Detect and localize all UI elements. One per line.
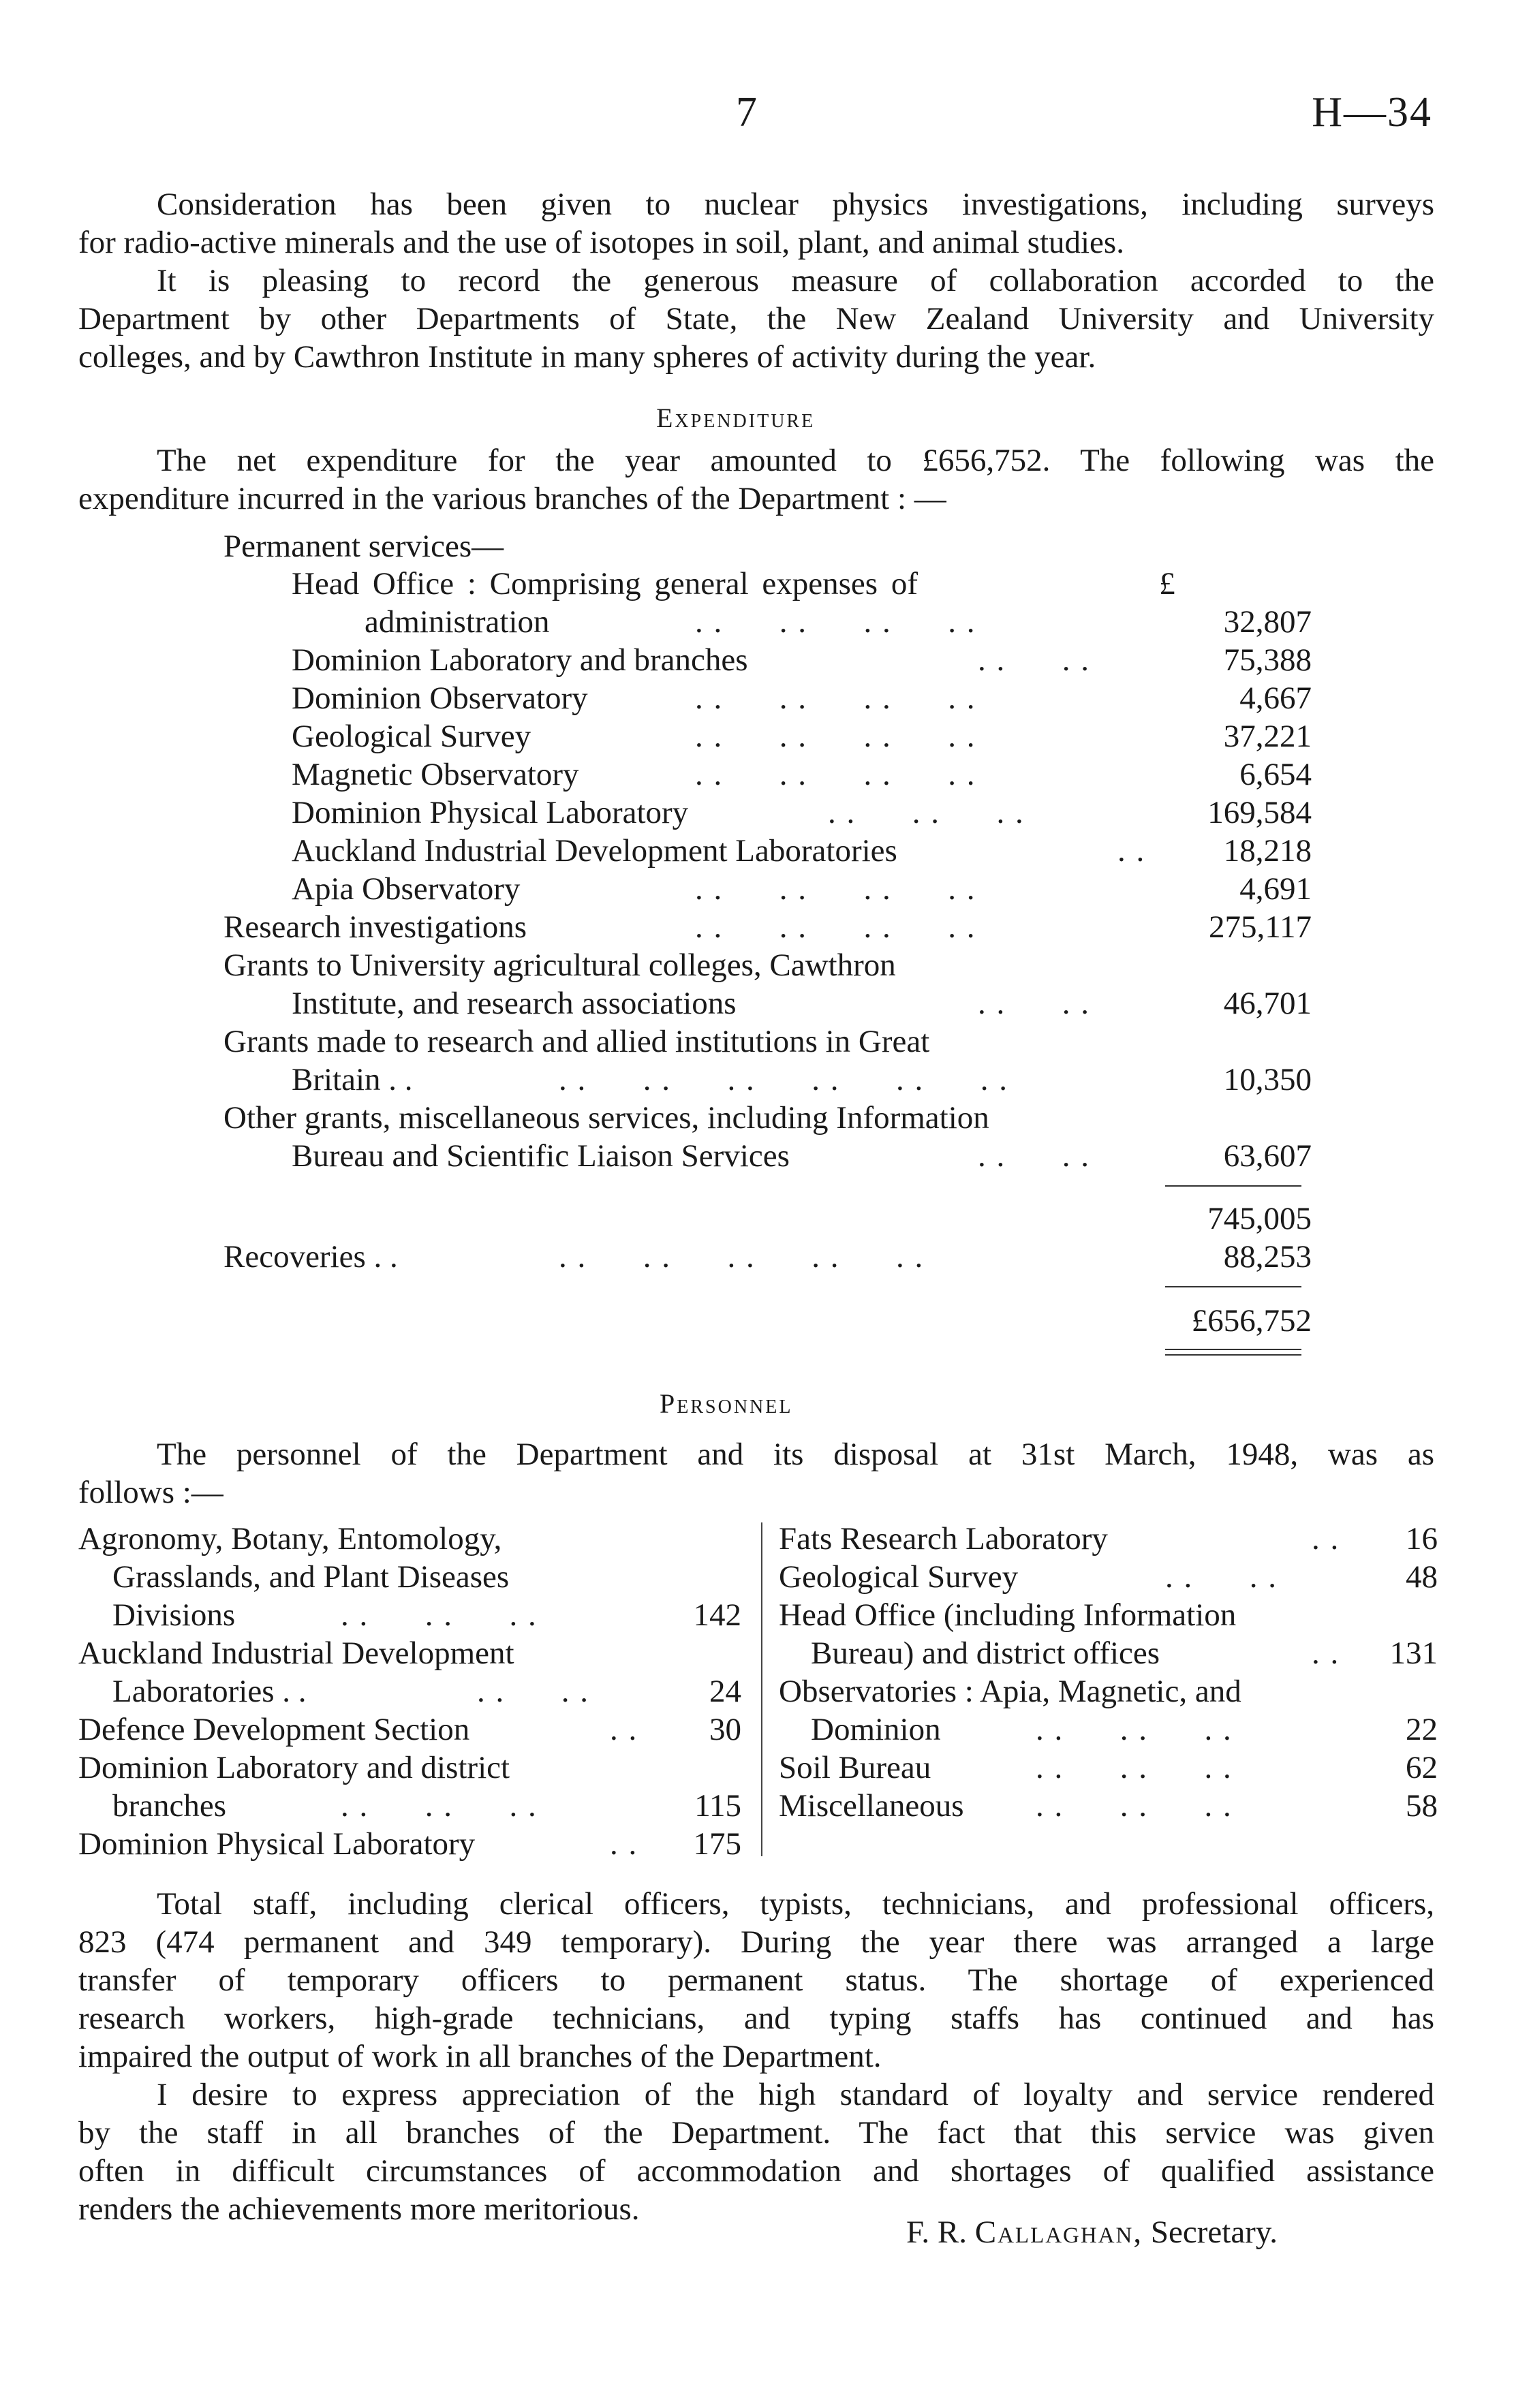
- signature-name: Callaghan,: [974, 2215, 1143, 2250]
- exp-amount-auckland-industrial: 18,218: [1223, 833, 1312, 869]
- exp-row-grants-university: Grants to University agricultural colleges, Cawthron: [223, 948, 896, 983]
- pers-auckland-l2: Laboratories . .: [112, 1674, 307, 1709]
- page-number: 7: [736, 89, 757, 136]
- exp-row-apia-observatory: Apia Observatory: [292, 871, 521, 907]
- leader-dots: . . . . . . . .: [695, 604, 976, 640]
- pers-domphys: Dominion Physical Laboratory: [78, 1826, 476, 1862]
- total-rule: [1165, 1286, 1301, 1287]
- expenditure-heading: Expenditure: [656, 403, 816, 433]
- leader-dots: . . . . . . . . . . . .: [559, 1062, 1008, 1097]
- exp-row-grants-great-britain: Grants made to research and allied institutions in Great: [223, 1024, 930, 1059]
- exp-row-research-investigations: Research investigations: [223, 909, 527, 945]
- leader-dots: . .: [1117, 833, 1146, 869]
- pers-domlab-l1: Dominion Laboratory and district: [78, 1750, 510, 1785]
- pers-soil: Soil Bureau: [779, 1750, 931, 1785]
- leader-dots: . . . .: [978, 1138, 1090, 1174]
- exp-row-geological-survey: Geological Survey: [292, 719, 531, 754]
- pers-head-l1: Head Office (including Information: [779, 1597, 1237, 1633]
- exp-amount-dominion-physical-laboratory: 169,584: [1207, 795, 1312, 830]
- exp-row-dominion-observatory: Dominion Observatory: [292, 681, 588, 716]
- exp-subtotal: 745,005: [1207, 1201, 1312, 1236]
- pers-soil-count: 62: [1406, 1750, 1438, 1785]
- leader-dots: . . . . . . . .: [695, 757, 976, 792]
- leader-dots: . . . . . . . . . .: [559, 1239, 925, 1275]
- pers-agronomy-l3: Divisions: [112, 1597, 236, 1633]
- subtotal-rule: [1165, 1185, 1301, 1187]
- pers-geo: Geological Survey: [779, 1559, 1019, 1595]
- leader-dots: . . . . . . . .: [695, 681, 976, 716]
- pers-obs-count: 22: [1406, 1712, 1438, 1747]
- pers-domlab-l2: branches: [112, 1788, 227, 1824]
- pers-obs-l2: Dominion: [811, 1712, 941, 1747]
- double-rule-top: [1165, 1349, 1301, 1350]
- exp-row-auckland-industrial: Auckland Industrial Development Laboratories: [292, 833, 897, 869]
- pers-auckland-count: 24: [709, 1674, 741, 1709]
- exp-row-recoveries: Recoveries . .: [223, 1239, 398, 1275]
- signature: [906, 2214, 1278, 2251]
- exp-row-magnetic-observatory: Magnetic Observatory: [292, 757, 579, 792]
- leader-dots: . . . .: [1165, 1559, 1278, 1595]
- pers-domphys-count: 175: [693, 1826, 741, 1862]
- closing-paragraph-2: I desire to express appreciation of the high standard of loyalty and service rendered by the staff in all branches of the Department. The fact that this service was given often in difficult circumstances of accommodation and shortages of qualified assistance renders the achievements more meritorious.: [78, 2077, 1434, 2227]
- permanent-services-label: Permanent services—: [223, 529, 504, 564]
- exp-row-dominion-laboratory: Dominion Laboratory and branches: [292, 642, 748, 678]
- exp-net-total: £656,752: [1191, 1303, 1312, 1339]
- pers-head-l2: Bureau) and district offices: [811, 1636, 1160, 1671]
- personnel-heading: Personnel: [660, 1388, 793, 1419]
- exp-row-dominion-physical-laboratory: Dominion Physical Laboratory: [292, 795, 689, 830]
- expenditure-intro: The net expenditure for the year amounted to £656,752. The following was the expenditure incurred in the various branches of the Department : —: [78, 443, 1434, 516]
- leader-dots: . . . .: [978, 642, 1090, 678]
- pers-domlab-count: 115: [694, 1788, 741, 1824]
- leader-dots: . . . . . . . .: [695, 909, 976, 945]
- exp-amount-dominion-laboratory: 75,388: [1223, 642, 1312, 678]
- leader-dots: . . . .: [477, 1674, 589, 1709]
- pers-auckland-l1: Auckland Industrial Development: [78, 1636, 514, 1671]
- leader-dots: . .: [610, 1712, 638, 1747]
- pers-obs-l1: Observatories : Apia, Magnetic, and: [779, 1674, 1241, 1709]
- exp-row-head-office-l2: administration: [365, 604, 550, 640]
- exp-amount-geological-survey: 37,221: [1223, 719, 1312, 754]
- pers-agronomy-count: 142: [693, 1597, 741, 1633]
- leader-dots: . . . . . .: [828, 795, 1025, 830]
- leader-dots: . . . . . .: [1036, 1712, 1233, 1747]
- pers-geo-count: 48: [1406, 1559, 1438, 1595]
- pers-misc: Miscellaneous: [779, 1788, 964, 1824]
- leader-dots: . .: [610, 1826, 638, 1862]
- exp-amount-magnetic-observatory: 6,654: [1239, 757, 1312, 792]
- exp-row-grants-university-l2: Institute, and research associations: [292, 986, 737, 1021]
- exp-row-other-grants-l2: Bureau and Scientific Liaison Services: [292, 1138, 790, 1174]
- signature-initials: F. R.: [906, 2215, 967, 2250]
- intro-paragraph-2: It is pleasing to record the generous measure of collaboration accorded to the Department by other Departments of State, the New Zealand University and University colleges, and by Cawthron Institute in many spheres of activity during the year.: [78, 263, 1434, 375]
- exp-amount-head-office: 32,807: [1223, 604, 1312, 640]
- exp-amount-recoveries: 88,253: [1223, 1239, 1312, 1275]
- pers-head-count: 131: [1389, 1636, 1438, 1671]
- column-divider: [761, 1522, 762, 1856]
- signature-title: Secretary.: [1150, 2215, 1278, 2250]
- leader-dots: . . . . . . . .: [695, 719, 976, 754]
- pers-fats: Fats Research Laboratory: [779, 1521, 1108, 1557]
- leader-dots: . . . . . . . .: [695, 871, 976, 907]
- leader-dots: . . . .: [978, 986, 1090, 1021]
- exp-row-other-grants: Other grants, miscellaneous services, including Information: [223, 1100, 989, 1136]
- leader-dots: . . . . . .: [1036, 1788, 1233, 1824]
- exp-row-head-office: Head Office : Comprising general expenses of: [292, 566, 918, 601]
- exp-amount-apia-observatory: 4,691: [1239, 871, 1312, 907]
- pers-agronomy-l2: Grasslands, and Plant Diseases: [112, 1559, 510, 1595]
- pers-defence: Defence Development Section: [78, 1712, 470, 1747]
- leader-dots: . .: [1312, 1521, 1340, 1557]
- document-code: H—34: [1312, 89, 1432, 136]
- exp-row-grants-great-britain-l2: Britain . .: [292, 1062, 413, 1097]
- personnel-intro: The personnel of the Department and its disposal at 31st March, 1948, was as follows :—: [78, 1437, 1434, 1510]
- pers-misc-count: 58: [1406, 1788, 1438, 1824]
- pers-agronomy-l1: Agronomy, Botany, Entomology,: [78, 1521, 502, 1557]
- leader-dots: . . . . . .: [341, 1597, 538, 1633]
- leader-dots: . . . . . .: [1036, 1750, 1233, 1785]
- currency-symbol: £: [1159, 566, 1175, 601]
- exp-amount-grants-university: 46,701: [1223, 986, 1312, 1021]
- double-rule-bottom: [1165, 1354, 1301, 1356]
- pers-fats-count: 16: [1406, 1521, 1438, 1557]
- pers-defence-count: 30: [709, 1712, 741, 1747]
- leader-dots: . .: [1312, 1636, 1340, 1671]
- exp-amount-research-investigations: 275,117: [1208, 909, 1312, 945]
- exp-amount-grants-great-britain: 10,350: [1223, 1062, 1312, 1097]
- intro-paragraph-1: Consideration has been given to nuclear physics investigations, including surveys for radio-active minerals and the use of isotopes in soil, plant, and animal studies.: [78, 187, 1434, 260]
- exp-amount-other-grants: 63,607: [1223, 1138, 1312, 1174]
- exp-amount-dominion-observatory: 4,667: [1239, 681, 1312, 716]
- closing-paragraph-1: Total staff, including clerical officers, typists, technicians, and professional officers, 823 (474 permanent and 349 temporary). During the year there was arranged a large transfer of temporary officers to permanent status. The shortage of experienced research workers, high-grade technicians, and typing staffs has continued and has impaired the output of work in all branches of the Department.: [78, 1886, 1434, 2074]
- leader-dots: . . . . . .: [341, 1788, 538, 1824]
